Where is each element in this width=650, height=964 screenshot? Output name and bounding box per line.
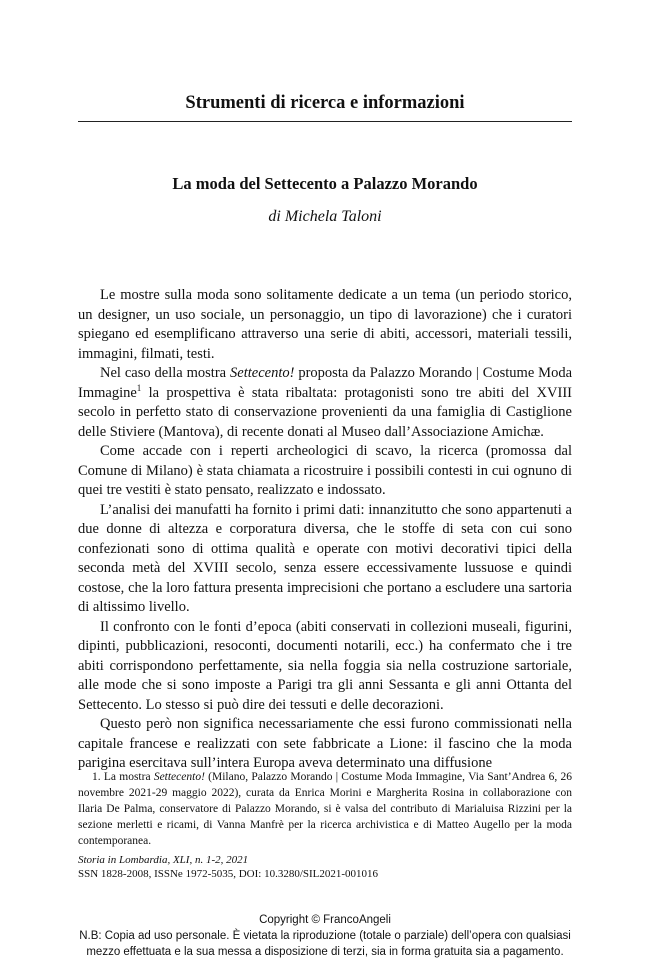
paragraph-2-text-start: Nel caso della mostra bbox=[100, 365, 231, 381]
header-rule bbox=[78, 121, 572, 122]
footnote-text-start: 1. La mostra bbox=[92, 771, 154, 783]
footnote bbox=[78, 769, 572, 849]
body-paragraph-3: Come accade con i reperti archeologici di scavo, la ricerca (promossa dal Comune di Milano) è stata chiamata a ricostruire i possibili contesti in cui ognuno di quei tre vestiti è stato pensato, realizzato e indossato. bbox=[78, 443, 572, 498]
footnote-reference[interactable]: 1 bbox=[136, 382, 142, 393]
paragraph-2-text-middle: proposta da Palazzo Morando | Costume Moda Immagine bbox=[78, 365, 573, 401]
copyright-notice bbox=[0, 912, 650, 960]
article-author: di Michela Taloni bbox=[268, 208, 382, 225]
copyright-line-3: mezzo effettuata e la sua messa a disposizione di terzi, sia in forma gratuita sia a pagamento. bbox=[86, 946, 564, 958]
article-body bbox=[78, 286, 572, 774]
body-paragraph-5: Il confronto con le fonti d’epoca (abiti conservati in collezioni museali, figurini, dipinti, pubblicazioni, resoconti, documenti notarili, ecc.) ha confermato che i tre abiti corrispondono perfettamente, sia nella foggia sia nella costruzione sartoriale, alle mode che si sono imposte a Parigi tra gli anni Sessanta e gli anni Ottanta del Settecento. Lo stesso si può dire dei tessuti e delle decorazioni. bbox=[78, 618, 572, 713]
section-title: Strumenti di ricerca e informazioni bbox=[185, 93, 465, 113]
exhibition-title: Settecento! bbox=[230, 365, 295, 381]
footnote-1 bbox=[78, 769, 572, 849]
body-paragraph-4: L’analisi dei manufatti ha fornito i primi dati: innanzitutto che sono appartenuti a due donne di altezza e corporatura diversa, che le stoffe di seta con cui sono confezionati sono di ottima qualità e operate con motivi decorativi tipici della seconda metà del XVIII secolo, senza essere eccessivamente lussuose e quindi costose, che la loro fattura presenta imprecisioni che portano a escludere una sartoria di altissimo livello. bbox=[78, 501, 572, 615]
body-paragraph-2 bbox=[78, 364, 572, 442]
paragraph-2-text-end: la prospettiva è stata ribaltata: protagonisti sono tre abiti del XVIII secolo in perfetto stato di conservazione provenienti da una famiglia di Castiglione delle Stiviere (Mantova), di recente donati al Museo dall’Associazione Amichæ. bbox=[78, 384, 572, 440]
journal-citation: Storia in Lombardia, XLI, n. 1-2, 2021 bbox=[78, 854, 249, 866]
footnote-exhibition-title: Settecento! bbox=[153, 771, 205, 783]
footnote-text-end: (Milano, Palazzo Morando | Costume Moda Immagine, Via Sant’Andrea 6, 26 novembre 2021-29 maggio 2022), curata da Enrica Morini e Margherita Rosina in collaborazione con Ilaria De Palma, conservatore di Palazzo Morando, si è valsa del contributo di Marialuisa Rizzini per la sezione merletti e ricami, di Vanna Manfrè per la ricerca archivistica e di Matteo Augello per la moda contemporanea. bbox=[78, 771, 572, 847]
journal-info bbox=[78, 853, 572, 881]
body-paragraph-1: Le mostre sulla moda sono solitamente dedicate a un tema (un periodo storico, un designer, un uso sociale, un personaggio, un tipo di lavorazione) che i curatori spiegano ed esemplificano attraverso una serie di abiti, accessori, materiali tessili, immagini, filmati, testi. bbox=[78, 287, 572, 362]
copyright-line-2: N.B: Copia ad uso personale. È vietata la riproduzione (totale o parziale) dell’opera con qualsiasi bbox=[79, 930, 571, 942]
copyright-line-1: Copyright © FrancoAngeli bbox=[259, 914, 391, 926]
article-title: La moda del Settecento a Palazzo Morando bbox=[172, 174, 478, 193]
body-paragraph-6: Questo però non significa necessariamente che essi furono commissionati nella capitale francese e realizzati con sete fabbricate a Lione: il fascino che la moda parigina esercitava sull’intera Europa aveva determinato una diffusione bbox=[78, 716, 572, 771]
journal-identifiers: SSN 1828-2008, ISSNe 1972-5035, DOI: 10.3280/SIL2021-001016 bbox=[78, 868, 379, 880]
